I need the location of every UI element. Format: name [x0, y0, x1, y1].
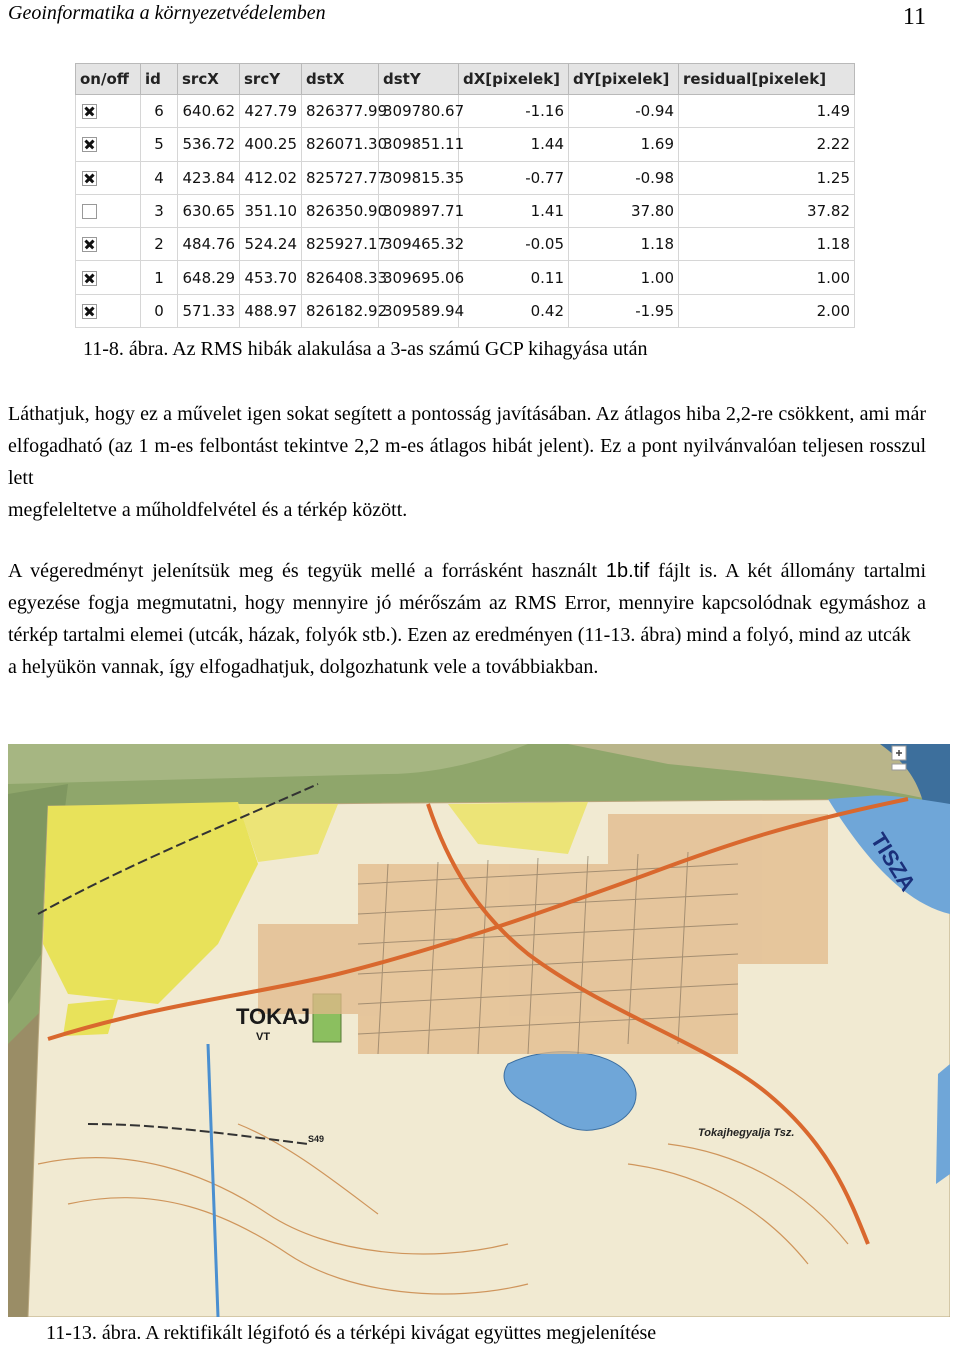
checkbox-checked-icon[interactable]	[82, 304, 97, 319]
gcp-cell-srcx: 630.65	[178, 194, 240, 227]
gcp-cell-onoff[interactable]	[76, 161, 141, 194]
map-label-station: S49	[308, 1134, 325, 1144]
gcp-cell-dsty: 309589.94	[379, 294, 459, 327]
map-zoom-control[interactable]	[892, 746, 906, 770]
gcp-cell-id: 2	[141, 228, 178, 261]
map-label-town: TOKAJ	[236, 1004, 311, 1029]
gcp-cell-onoff[interactable]	[76, 261, 141, 294]
gcp-cell-id: 6	[141, 95, 178, 128]
gcp-cell-srcx: 640.62	[178, 95, 240, 128]
gcp-cell-residual: 1.49	[679, 95, 855, 128]
col-header-srcx[interactable]: srcX	[178, 64, 240, 95]
gcp-cell-dstx: 825927.17	[302, 228, 379, 261]
gcp-cell-dstx: 826071.30	[302, 128, 379, 161]
gcp-cell-dsty: 309780.67	[379, 95, 459, 128]
gcp-cell-dx: -0.05	[459, 228, 569, 261]
map-figure[interactable]	[8, 744, 950, 1317]
gcp-cell-srcx: 423.84	[178, 161, 240, 194]
gcp-cell-srcy: 427.79	[240, 95, 302, 128]
header-title: Geoinformatika a környezetvédelemben	[8, 2, 326, 24]
figure-caption-11-8: 11-8. ábra. Az RMS hibák alakulása a 3-as számú GCP kihagyása után	[83, 338, 648, 360]
gcp-cell-dx: -0.77	[459, 161, 569, 194]
gcp-cell-dy: -1.95	[569, 294, 679, 327]
gcp-cell-id: 4	[141, 161, 178, 194]
checkbox-unchecked-icon[interactable]	[82, 204, 97, 219]
gcp-cell-srcy: 351.10	[240, 194, 302, 227]
gcp-cell-id: 5	[141, 128, 178, 161]
gcp-cell-srcx: 571.33	[178, 294, 240, 327]
gcp-cell-id: 1	[141, 261, 178, 294]
paragraph-1-line: 2,2 m-es átlagos hibát jelent). Ez a pont nyilvánvalóan teljesen rosszul lett	[8, 435, 926, 489]
map-label-coop: Tokajhegyalja Tsz.	[698, 1127, 795, 1139]
gcp-cell-dx: 1.44	[459, 128, 569, 161]
col-header-onoff[interactable]: on/off	[76, 64, 141, 95]
gcp-cell-dstx: 825727.77	[302, 161, 379, 194]
gcp-table-row[interactable]	[76, 194, 855, 227]
gcp-cell-residual: 1.18	[679, 228, 855, 261]
paragraph-1-line: Láthatjuk, hogy ez a művelet igen sokat segített a pontosság javításában. Az	[8, 403, 619, 425]
gcp-cell-residual: 2.00	[679, 294, 855, 327]
gcp-cell-srcx: 536.72	[178, 128, 240, 161]
checkbox-checked-icon[interactable]	[82, 237, 97, 252]
paragraph-2-last-line: a helyükön vannak, így elfogadhatjuk, dolgozhatunk vele a továbbiakban.	[8, 656, 599, 678]
gcp-table-row[interactable]	[76, 228, 855, 261]
gcp-cell-dx: 0.11	[459, 261, 569, 294]
gcp-cell-srcx: 484.76	[178, 228, 240, 261]
gcp-cell-onoff[interactable]	[76, 194, 141, 227]
map-label-river: TISZA	[865, 828, 921, 896]
gcp-cell-residual: 1.25	[679, 161, 855, 194]
gcp-header-row	[76, 64, 855, 95]
gcp-cell-dstx: 826182.92	[302, 294, 379, 327]
paragraph-1-line: átlagos hiba 2,2-re csökkent, ami már elfogadható (az 1 m-es felbontást tekintve	[8, 403, 927, 457]
paragraph-2-first-line	[8, 560, 717, 582]
gcp-cell-onoff[interactable]	[76, 228, 141, 261]
gcp-cell-onoff[interactable]	[76, 294, 141, 327]
gcp-table	[75, 63, 855, 328]
paragraph-2-line: A két állomány tartalmi egyezése fogja megmutatni, hogy mennyire jó mérőszám	[8, 560, 926, 614]
gcp-cell-dsty: 309815.35	[379, 161, 459, 194]
gcp-cell-dx: -1.16	[459, 95, 569, 128]
gcp-cell-id: 0	[141, 294, 178, 327]
gcp-cell-dstx: 826350.90	[302, 194, 379, 227]
map-svg	[8, 744, 950, 1317]
gcp-cell-dx: 1.41	[459, 194, 569, 227]
gcp-table-row[interactable]	[76, 161, 855, 194]
gcp-cell-dy: -0.98	[569, 161, 679, 194]
gcp-table-row[interactable]	[76, 95, 855, 128]
paragraph-1	[8, 398, 926, 526]
gcp-cell-onoff[interactable]	[76, 95, 141, 128]
zoom-slider-icon[interactable]	[892, 764, 906, 770]
gcp-cell-residual: 2.22	[679, 128, 855, 161]
col-header-dsty[interactable]: dstY	[379, 64, 459, 95]
paragraph-2	[8, 555, 926, 683]
gcp-cell-dstx: 826377.99	[302, 95, 379, 128]
gcp-cell-onoff[interactable]	[76, 128, 141, 161]
col-header-srcy[interactable]: srcY	[240, 64, 302, 95]
checkbox-checked-icon[interactable]	[82, 104, 97, 119]
gcp-cell-dsty: 309465.32	[379, 228, 459, 261]
paragraph-2-text: fájlt is.	[649, 560, 718, 582]
gcp-cell-residual: 37.82	[679, 194, 855, 227]
gcp-table-row[interactable]	[76, 294, 855, 327]
gcp-cell-srcy: 524.24	[240, 228, 302, 261]
gcp-cell-dstx: 826408.33	[302, 261, 379, 294]
col-header-residual[interactable]: residual[pixelek]	[679, 64, 855, 95]
figure-caption-11-13: 11-13. ábra. A rektifikált légifotó és a térképi kivágat együttes megjelenítése	[46, 1322, 657, 1344]
gcp-cell-dy: 1.69	[569, 128, 679, 161]
gcp-cell-dsty: 309851.11	[379, 128, 459, 161]
col-header-dy[interactable]: dY[pixelek]	[569, 64, 679, 95]
gcp-cell-dy: 37.80	[569, 194, 679, 227]
gcp-cell-srcy: 412.02	[240, 161, 302, 194]
gcp-cell-srcy: 453.70	[240, 261, 302, 294]
gcp-table-row[interactable]	[76, 261, 855, 294]
gcp-table-row[interactable]	[76, 128, 855, 161]
map-label-town-sub: VT	[256, 1031, 271, 1043]
gcp-cell-id: 3	[141, 194, 178, 227]
gcp-cell-dy: 1.18	[569, 228, 679, 261]
checkbox-checked-icon[interactable]	[82, 271, 97, 286]
checkbox-checked-icon[interactable]	[82, 171, 97, 186]
gcp-cell-residual: 1.00	[679, 261, 855, 294]
paragraph-2-line: házak, folyók stb.). Ezen az eredményen (11-13. ábra) mind a folyó, mind az utcák	[248, 624, 911, 646]
page-number: 11	[902, 4, 926, 30]
checkbox-checked-icon[interactable]	[82, 137, 97, 152]
gcp-cell-dsty: 309695.06	[379, 261, 459, 294]
gcp-cell-dy: -0.94	[569, 95, 679, 128]
gcp-cell-srcy: 488.97	[240, 294, 302, 327]
gcp-cell-dy: 1.00	[569, 261, 679, 294]
paragraph-2-text: A végeredményt jelenítsük meg és tegyük mellé a forrásként használt	[8, 560, 606, 582]
gcp-cell-dx: 0.42	[459, 294, 569, 327]
file-name: 1b.tif	[605, 560, 650, 582]
col-header-dstx[interactable]: dstX	[302, 64, 379, 95]
paragraph-2-line: az RMS Error, mennyire kapcsolódnak egymáshoz a térkép tartalmi elemei (utcák,	[8, 592, 927, 646]
gcp-cell-dsty: 309897.71	[379, 194, 459, 227]
gcp-cell-srcx: 648.29	[178, 261, 240, 294]
col-header-id[interactable]: id	[141, 64, 178, 95]
col-header-dx[interactable]: dX[pixelek]	[459, 64, 569, 95]
paragraph-1-last-line: megfeleltetve a műholdfelvétel és a térkép között.	[8, 499, 408, 521]
river-tisza	[936, 1064, 950, 1184]
gcp-cell-srcy: 400.25	[240, 128, 302, 161]
